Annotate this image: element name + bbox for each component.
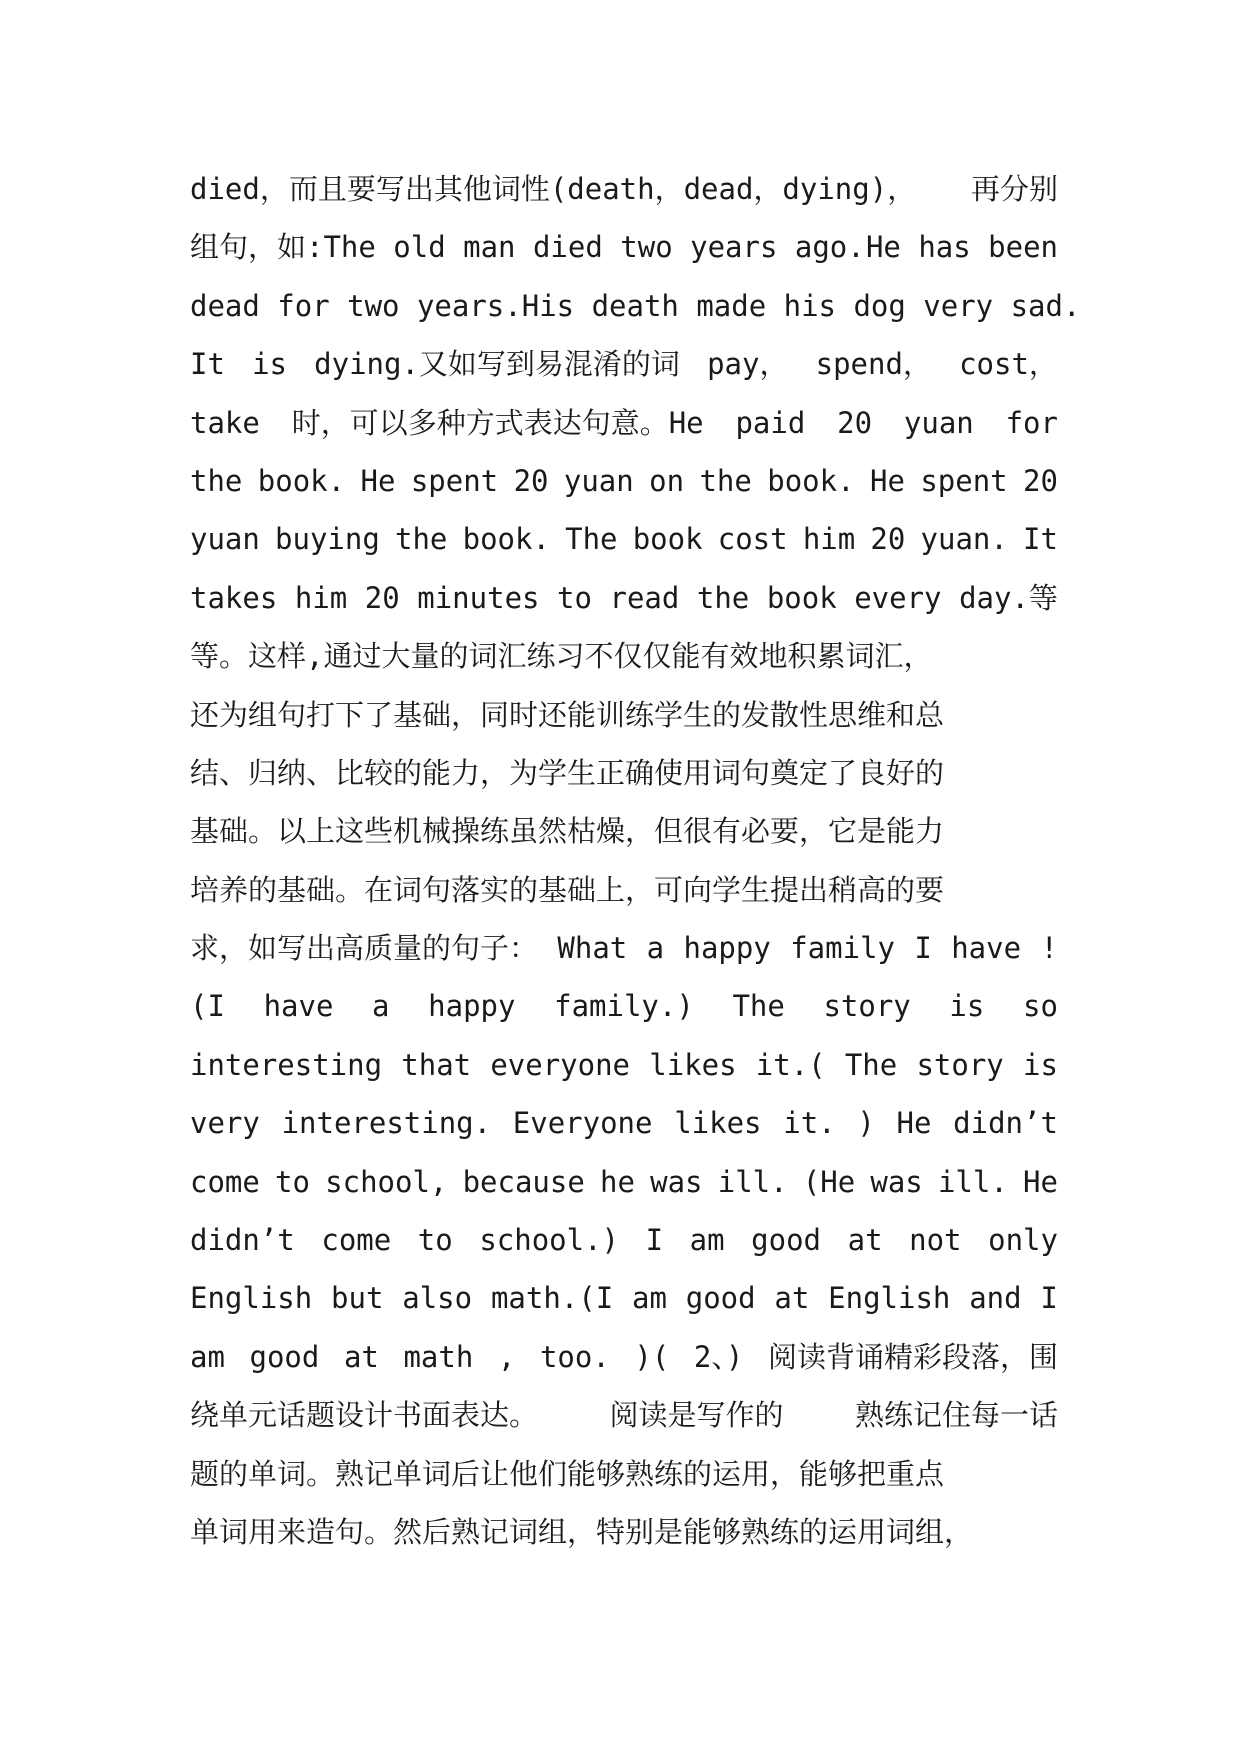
- text-segment: come: [321, 1223, 392, 1258]
- text-segment: at: [774, 1281, 810, 1316]
- text-segment: story: [823, 989, 911, 1024]
- text-segment: interesting: [190, 1047, 383, 1082]
- text-line: [190, 452, 1058, 510]
- text-segment: didn’t: [190, 1223, 295, 1258]
- text-segment: likes: [649, 1047, 737, 1082]
- text-segment: 结、归纳、比较的能力，为学生正确使用词句奠定了良好的: [190, 755, 945, 790]
- text-line: [190, 218, 1058, 276]
- text-segment: good: [685, 1281, 756, 1316]
- text-segment: I: [645, 1223, 664, 1258]
- text-segment: The: [844, 1047, 898, 1082]
- text-line: [190, 1036, 1058, 1094]
- text-segment: It: [190, 347, 225, 382]
- text-line: [190, 686, 1058, 744]
- text-segment: 基础。以上这些机械操练虽然枯燥，但很有必要，它是能力: [190, 814, 945, 849]
- text-segment: 阅读背诵精彩段落，围: [767, 1339, 1058, 1374]
- text-segment: is: [252, 347, 287, 382]
- text-segment: He: [1023, 1164, 1058, 1199]
- text-segment: 熟练记住每一话: [854, 1398, 1058, 1433]
- text-segment: spent: [920, 463, 1008, 498]
- text-segment: 20: [513, 463, 549, 498]
- text-segment: 组句，如:The old man died two years ago.: [190, 230, 865, 265]
- text-segment: it.: [783, 1106, 836, 1141]
- text-segment: is: [1022, 1047, 1058, 1082]
- text-segment: read: [609, 580, 680, 615]
- text-segment: ): [857, 1106, 875, 1141]
- text-segment: 20: [837, 405, 873, 440]
- text-line: [190, 569, 1058, 627]
- text-segment: was: [870, 1164, 923, 1199]
- text-segment: school.): [479, 1223, 619, 1258]
- text-segment: only: [988, 1223, 1058, 1258]
- text-segment: to: [557, 580, 592, 615]
- text-segment: 20: [870, 522, 906, 557]
- text-segment: ill.: [717, 1164, 788, 1199]
- text-segment: English: [190, 1281, 313, 1316]
- text-segment: died，而且要写出其他词性(death，dead，dying)，: [190, 172, 917, 206]
- text-segment: happy: [428, 989, 516, 1024]
- text-segment: spend，: [815, 347, 932, 382]
- text-segment: to: [417, 1223, 453, 1258]
- text-segment: 20: [364, 580, 400, 615]
- text-segment: yuan: [903, 405, 974, 440]
- text-segment: ,: [497, 1339, 516, 1374]
- text-segment: at: [343, 1339, 379, 1374]
- text-segment: English: [828, 1281, 951, 1316]
- text-segment: yuan: [190, 522, 260, 557]
- text-segment: The: [732, 989, 785, 1024]
- text-segment: cost: [717, 522, 788, 557]
- text-segment: dead for two years.: [190, 288, 522, 323]
- text-segment: 2、): [693, 1339, 744, 1374]
- text-segment: dying.又如写到易混淆的词: [314, 347, 680, 382]
- text-segment: Everyone: [512, 1106, 653, 1141]
- text-segment: it.(: [755, 1047, 826, 1082]
- text-segment: very: [190, 1106, 260, 1141]
- text-segment: math.(I: [490, 1281, 614, 1316]
- text-line: [190, 861, 1058, 919]
- text-segment: am: [190, 1339, 225, 1374]
- text-line: [190, 394, 1058, 452]
- text-segment: He: [869, 463, 905, 498]
- text-segment: 绕单元话题设计书面表达。: [190, 1398, 539, 1433]
- text-segment: book: [766, 580, 837, 615]
- text-line: [190, 1094, 1058, 1152]
- text-segment: at: [847, 1223, 883, 1258]
- text-segment: and: [969, 1281, 1022, 1316]
- text-line: [190, 1269, 1058, 1327]
- text-segment: is: [949, 989, 985, 1024]
- text-segment: because: [462, 1164, 585, 1199]
- text-segment: that: [401, 1047, 472, 1082]
- text-segment: 20: [1023, 463, 1058, 498]
- text-segment: am: [631, 1281, 667, 1316]
- text-segment: so: [1022, 989, 1058, 1024]
- text-segment: a: [646, 931, 665, 966]
- text-segment: was: [650, 1164, 703, 1199]
- text-segment: math: [403, 1339, 474, 1374]
- text-segment: cost，: [959, 347, 1058, 382]
- text-segment: !: [1040, 931, 1058, 966]
- text-segment: him: [294, 580, 348, 615]
- text-segment: everyone: [490, 1047, 631, 1082]
- text-segment: have: [263, 989, 334, 1024]
- text-segment: family: [790, 931, 895, 966]
- text-segment: 题的单词。熟记单词后让他们能够熟练的运用，能够把重点: [190, 1456, 945, 1491]
- text-segment: (I: [190, 989, 225, 1024]
- text-segment: happy: [683, 931, 771, 966]
- text-segment: The: [565, 522, 618, 557]
- text-segment: too.: [539, 1339, 610, 1374]
- text-segment: the: [699, 463, 752, 498]
- text-segment: interesting.: [281, 1106, 492, 1141]
- text-line: [190, 1445, 1058, 1503]
- text-segment: spent: [410, 463, 499, 498]
- text-segment: have: [951, 931, 1022, 966]
- text-line: [190, 1386, 1058, 1444]
- text-segment: It: [1023, 522, 1058, 557]
- text-segment: good: [249, 1339, 320, 1374]
- text-segment: not: [909, 1223, 962, 1258]
- text-segment: He has been: [865, 230, 1058, 265]
- text-segment: the: [696, 580, 750, 615]
- text-segment: come: [190, 1164, 260, 1199]
- text-segment: 单词用来造句。然后熟记词组，特别是能够熟练的运用词组，: [190, 1514, 974, 1549]
- text-segment: likes: [674, 1106, 762, 1141]
- text-segment: take: [190, 405, 260, 440]
- text-segment: on: [649, 463, 685, 498]
- text-line: [190, 919, 1058, 977]
- text-segment: He: [360, 463, 396, 498]
- text-line: [190, 1211, 1058, 1269]
- text-line: [190, 744, 1058, 802]
- text-segment: am: [689, 1223, 725, 1258]
- text-line: [190, 627, 1058, 685]
- text-segment: What: [557, 931, 628, 966]
- text-line: [190, 977, 1058, 1035]
- text-segment: a: [372, 989, 390, 1024]
- text-segment: 时，可以多种方式表达句意。He: [291, 405, 704, 440]
- text-segment: he: [600, 1164, 635, 1199]
- text-segment: to: [275, 1164, 310, 1199]
- text-segment: I: [1040, 1281, 1058, 1316]
- text-segment: buying: [275, 522, 380, 557]
- text-segment: 等。这样,通过大量的词汇练习不仅仅能有效地积累词汇，: [190, 639, 933, 674]
- text-segment: good: [751, 1223, 822, 1258]
- text-segment: yuan: [563, 463, 634, 498]
- text-line: [190, 1328, 1058, 1386]
- text-segment: ill.: [937, 1164, 1008, 1199]
- text-line: [190, 1503, 1058, 1561]
- text-line: [190, 510, 1058, 568]
- text-segment: (He: [802, 1164, 856, 1199]
- text-segment: the: [190, 463, 243, 498]
- text-segment: school,: [325, 1164, 448, 1199]
- text-line: [190, 802, 1058, 860]
- text-segment: 求，如写出高质量的句子：: [190, 931, 539, 966]
- text-segment: )(: [634, 1339, 670, 1374]
- text-segment: I: [914, 931, 932, 966]
- text-segment: the: [395, 522, 448, 557]
- text-segment: him: [802, 522, 856, 557]
- text-segment: book: [632, 522, 703, 557]
- text-segment: book.: [462, 522, 550, 557]
- body-text: [190, 160, 1081, 1561]
- text-segment: takes: [190, 580, 278, 615]
- text-segment: He: [896, 1106, 932, 1141]
- text-segment: but: [331, 1281, 384, 1316]
- text-segment: didn’t: [953, 1106, 1058, 1141]
- text-segment: 还为组句打下了基础，同时还能训练学生的发散性思维和总: [190, 697, 945, 732]
- text-line: [190, 335, 1058, 393]
- text-segment: day.等: [959, 580, 1058, 615]
- text-segment: story: [916, 1047, 1004, 1082]
- text-segment: also: [402, 1281, 473, 1316]
- text-segment: 培养的基础。在词句落实的基础上，可向学生提出稍高的要: [190, 872, 945, 907]
- text-segment: yuan.: [920, 522, 1008, 557]
- text-segment: minutes: [417, 580, 540, 615]
- text-segment: pay，: [707, 347, 789, 382]
- text-segment: for: [1005, 405, 1058, 440]
- text-line: [190, 160, 1058, 218]
- text-segment: every: [854, 580, 942, 615]
- text-segment: 阅读是写作的: [609, 1398, 784, 1433]
- text-segment: paid: [735, 405, 806, 440]
- text-line: [190, 1153, 1058, 1211]
- text-segment: 再分别: [970, 172, 1058, 206]
- text-segment: book.: [767, 463, 855, 498]
- text-segment: book.: [257, 463, 346, 498]
- text-line: [190, 277, 1081, 335]
- text-segment: His death made his dog very sad.: [521, 288, 1081, 323]
- text-segment: family.): [554, 989, 694, 1024]
